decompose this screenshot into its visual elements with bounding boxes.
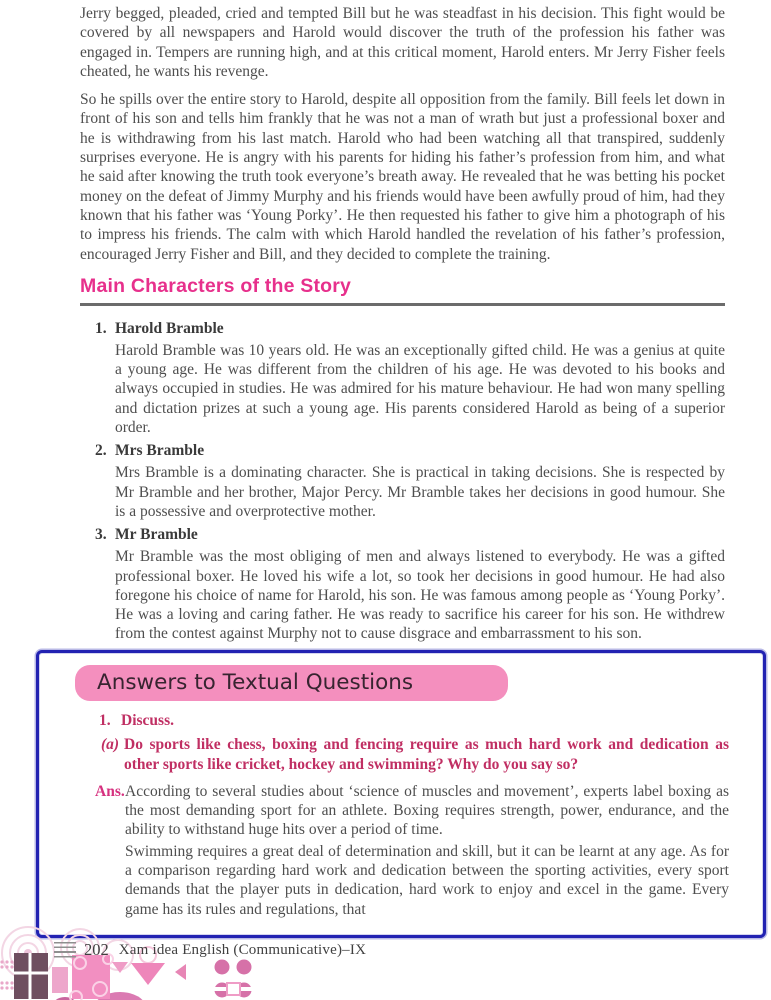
page-number: 202	[84, 940, 109, 959]
question-label: Discuss.	[121, 711, 174, 729]
page-footer	[54, 940, 366, 960]
question-number: 1.	[99, 711, 111, 729]
answers-banner: Answers to Textual Questions	[75, 665, 508, 701]
intro-paragraph: Jerry begged, pleaded, cried and tempted Bill but he was steadfast in his decision. This fight would be covered by all newspapers and Harold would discover the truth of the profession his father was engaged in. Tempers are running high, and at this critical moment, Harold enters. Mr Jerry Fisher feels cheated, he wants his revenge.	[80, 5, 725, 80]
section-heading: Main Characters of the Story	[80, 275, 725, 306]
list-item	[80, 319, 725, 437]
book-title: Xam idea English (Communicative)–IX	[118, 941, 367, 958]
item-number: 2.	[95, 442, 107, 460]
intro-paragraph: So he spills over the entire story to Harold, despite all opposition from the family. Bill feels let down in front of his son and tells him frankly that he was not a man of wrath but just a professional boxer and he is withdrawing from his last match. Harold who had been watching all that transpired, suddenly surprises everyone. He is angry with his parents for hiding his father’s profession from him, and what he said after knowing the truth took everyone’s breath away. He revealed that he was betting his pocket money on the defeat of Jimmy Murphy and his friends would have been awfully proud of him, had they known that his father was ‘Young Porky’. He then requested his father to give him a photograph of his to impress his friends. The calm with which Harold handled the revelation of his father’s profession, encouraged Jerry Fisher and Bill, and they decided to complete the training.	[80, 91, 725, 263]
character-name: Harold Bramble	[115, 319, 224, 337]
answer-paragraph: Swimming requires a great deal of determination and skill, but it can be learnt at any age. As for a comparison regarding hard work and dedication between the sporting activities, every sport demands that the player puts in dedication, hard work to enjoy and excel in the game. Every game has its rules and regulations, that	[125, 842, 729, 918]
answer-row	[95, 782, 729, 921]
answer-label: Ans.	[95, 782, 125, 800]
list-item	[80, 525, 725, 643]
character-description: Mr Bramble was the most obliging of men and always listened to everybody. He was a gifted professional boxer. He loved his wife a lot, so took her decisions in good humour. He had also foregone his choice of name for Harold, his son. He was famous among people as ‘Young Porky’. He was a loving and caring father. He was ready to sacrifice his career for his son. He withdrew from the contest against Murphy not to cause disgrace and embarrassment to his son.	[115, 548, 725, 643]
character-name: Mrs Bramble	[115, 442, 205, 460]
character-description: Mrs Bramble is a dominating character. She is practical in taking decisions. She is respected by Mr Bramble and her brother, Major Percy. Mr Bramble takes her decisions in good humour. She is a possessive and overprotective mother.	[115, 464, 725, 520]
answer-paragraph: According to several studies about ‘science of muscles and movement’, experts label boxing as the most demanding sport for an athlete. Boxing requires strength, power, endurance, and the ability to withstand huge hits over a period of time.	[125, 782, 729, 839]
sub-question-label: (a)	[101, 735, 120, 753]
character-name: Mr Bramble	[115, 526, 198, 544]
sub-question-row	[101, 735, 729, 776]
question-row	[79, 711, 729, 730]
item-number: 1.	[95, 319, 107, 337]
character-description: Harold Bramble was 10 years old. He was an exceptionally gifted child. He was a genius at quite a young age. He was different from the children of his age. He was devoted to his books and always occupied in studies. He was admired for his mature behaviour. He had won many spelling and dictation prizes at such a young age. His parents considered Harold as being of a superior order.	[115, 341, 725, 437]
answer-text	[125, 782, 729, 921]
character-list	[80, 319, 725, 644]
list-item	[80, 441, 725, 521]
lines-icon	[54, 942, 76, 959]
answers-highlight-box	[36, 650, 766, 938]
item-number: 3.	[95, 526, 107, 544]
question-text: Do sports like chess, boxing and fencing require as much hard work and dedication as other sports like cricket, hockey and swimming? Why do you say so?	[124, 735, 729, 774]
